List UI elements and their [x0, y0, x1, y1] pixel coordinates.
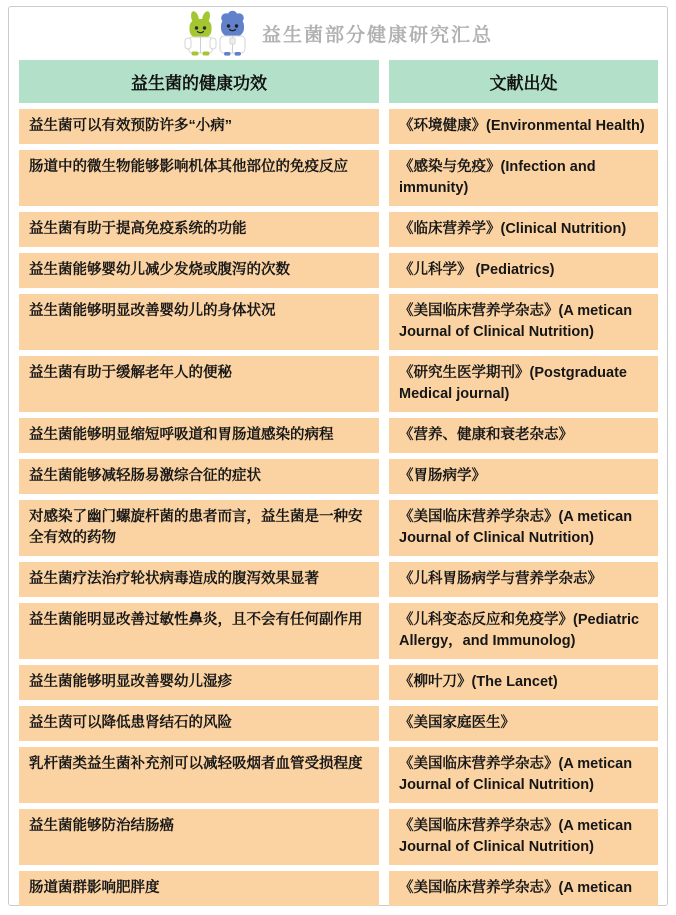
column-header-source: 文献出处	[389, 60, 658, 103]
effect-cell: 益生菌能明显改善过敏性鼻炎，且不会有任何副作用	[19, 603, 379, 659]
source-cell: 《感染与免疫》(Infection and immunity)	[389, 150, 658, 206]
blue-probiotic-doctor-icon	[220, 11, 245, 56]
mascots-icon	[184, 10, 248, 56]
effect-cell: 益生菌能够防治结肠癌	[19, 809, 379, 865]
source-cell: 《儿科变态反应和免疫学》(Pediatric Allergy，and Immunolog)	[389, 603, 658, 659]
page-title: 益生菌部分健康研究汇总	[261, 24, 493, 46]
effect-cell: 对感染了幽门螺旋杆菌的患者而言，益生菌是一种安全有效的药物	[19, 500, 379, 556]
source-cell: 《儿科学》 (Pediatrics)	[389, 253, 658, 288]
effect-cell: 益生菌可以有效预防许多“小病”	[19, 109, 379, 144]
effect-cell: 益生菌疗法治疗轮状病毒造成的腹泻效果显著	[19, 562, 379, 597]
source-cell: 《美国临床营养学杂志》(A metican	[389, 871, 658, 906]
source-cell: 《美国临床营养学杂志》(A metican Journal of Clinical Nutrition)	[389, 294, 658, 350]
effect-cell: 益生菌能够明显缩短呼吸道和胃肠道感染的病程	[19, 418, 379, 453]
effect-cell: 乳杆菌类益生菌补充剂可以减轻吸烟者血管受损程度	[19, 747, 379, 803]
effect-cell: 益生菌有助于缓解老年人的便秘	[19, 356, 379, 412]
page-header	[19, 6, 658, 60]
research-table	[19, 60, 658, 906]
source-cell: 《研究生医学期刊》(Postgraduate Medical journal)	[389, 356, 658, 412]
source-cell: 《美国家庭医生》	[389, 706, 658, 741]
source-cell: 《临床营养学》(Clinical Nutrition)	[389, 212, 658, 247]
column-header-effect: 益生菌的健康功效	[19, 60, 379, 103]
source-cell: 《营养、健康和衰老杂志》	[389, 418, 658, 453]
source-cell: 《美国临床营养学杂志》(A metican Journal of Clinical Nutrition)	[389, 809, 658, 865]
source-cell: 《胃肠病学》	[389, 459, 658, 494]
effect-cell: 益生茵可以降低患肾结石的风险	[19, 706, 379, 741]
effect-cell: 益生菌能够减轻肠易激综合征的症状	[19, 459, 379, 494]
source-cell: 《柳叶刀》(The Lancet)	[389, 665, 658, 700]
source-cell: 《环境健康》(Environmental Health)	[389, 109, 658, 144]
page-content	[19, 6, 658, 906]
source-cell: 《美国临床营养学杂志》(A metican Journal of Clinical Nutrition)	[389, 500, 658, 556]
source-cell: 《美国临床营养学杂志》(A metican Journal of Clinical Nutrition)	[389, 747, 658, 803]
effect-cell: 益生菌能够明显改善婴幼儿的身体状况	[19, 294, 379, 350]
effect-cell: 益生菌能够婴幼儿减少发烧或腹泻的次数	[19, 253, 379, 288]
effect-cell: 益生菌能够明显改善婴幼儿湿疹	[19, 665, 379, 700]
green-probiotic-doctor-icon	[185, 10, 216, 55]
effect-cell: 益生菌有助于提高免疫系统的功能	[19, 212, 379, 247]
effect-cell: 肠道中的微生物能够影响机体其他部位的免疫反应	[19, 150, 379, 206]
source-cell: 《儿科胃肠病学与营养学杂志》	[389, 562, 658, 597]
effect-cell: 肠道菌群影响肥胖度	[19, 871, 379, 906]
